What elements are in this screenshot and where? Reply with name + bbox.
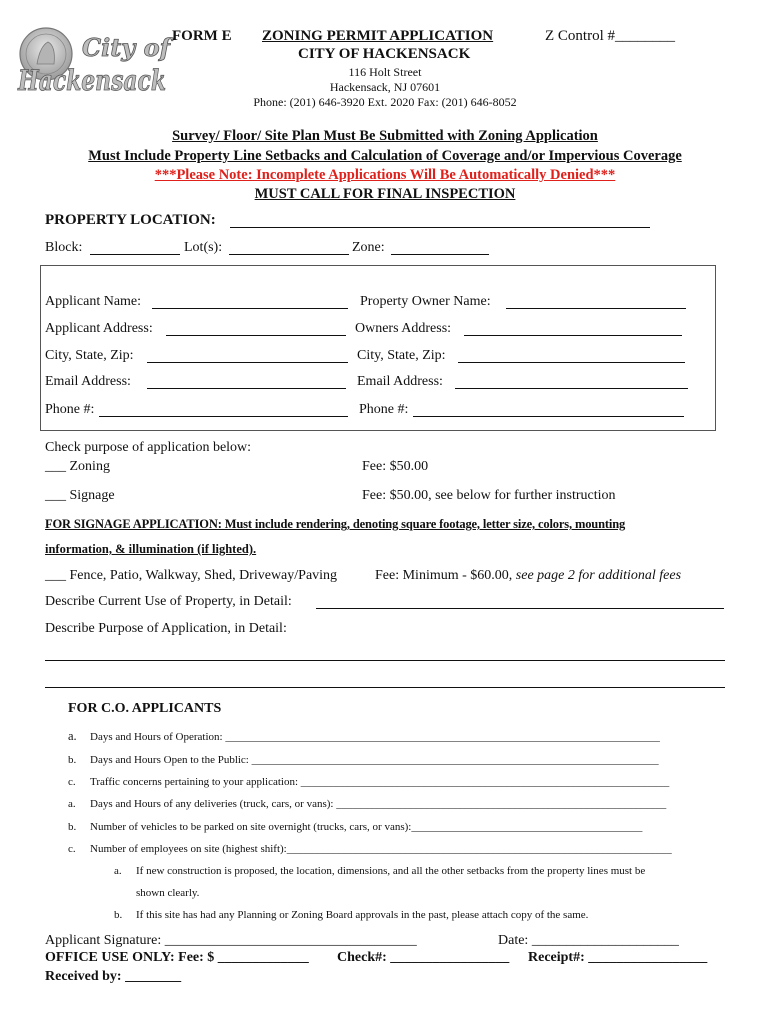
fence-fee-amount: Fee: Minimum - $60.00, (375, 568, 513, 583)
co-sub-a-marker: a. (114, 865, 122, 877)
property-location-field[interactable] (230, 213, 650, 228)
city-of-hackensack-logo (10, 20, 170, 102)
co-item-b2-marker: b. (68, 821, 77, 833)
fence-fee (375, 568, 681, 584)
survey-notice: Survey/ Floor/ Site Plan Must Be Submitted with Zoning Application (172, 128, 598, 144)
applicant-address-field[interactable] (166, 321, 346, 336)
lots-field[interactable] (229, 240, 349, 255)
applicant-name-label: Applicant Name: (45, 294, 142, 309)
owner-email-field[interactable] (455, 374, 688, 389)
signature-date[interactable]: Date: _____________________ (498, 933, 679, 948)
applicant-email-field[interactable] (147, 374, 346, 389)
owner-name-label: Property Owner Name: (360, 294, 491, 309)
co-overnight-vehicles[interactable]: Number of vehicles to be parked on site overnight (trucks, cars, or vans):__________________________________________ (90, 821, 643, 833)
applicant-phone-label: Phone #: (45, 402, 95, 417)
fence-fee-note: see page 2 for additional fees (515, 568, 682, 583)
block-label: Block: (45, 240, 83, 255)
zoning-fee: Fee: $50.00 (362, 459, 429, 474)
street-address: 116 Holt Street (348, 65, 422, 79)
owner-name-field[interactable] (506, 294, 686, 309)
logo-line1-text: City of (82, 33, 170, 62)
applicant-phone-field[interactable] (99, 402, 348, 417)
signage-requirements-line1: FOR SIGNAGE APPLICATION: Must include rendering, denoting square footage, letter size, colors, mounting (45, 517, 626, 531)
purpose-detail-label: Describe Purpose of Application, in Detail: (45, 621, 287, 636)
co-traffic-concerns[interactable]: Traffic concerns pertaining to your application: ___________________________________________________________________ (90, 776, 670, 788)
applicant-email-label: Email Address: (45, 374, 131, 389)
signage-checkbox[interactable]: ___ Signage (45, 488, 115, 503)
applicant-name-field[interactable] (152, 294, 348, 309)
owner-email-label: Email Address: (357, 374, 443, 389)
zoning-checkbox[interactable]: ___ Zoning (45, 459, 110, 474)
setbacks-notice: Must Include Property Line Setbacks and Calculation of Coverage and/or Impervious Coverage (88, 148, 682, 164)
co-applicants-heading: FOR C.O. APPLICANTS (68, 701, 222, 716)
purpose-intro: Check purpose of application below: (45, 440, 252, 455)
co-item-a-marker: a. (68, 729, 77, 743)
applicant-city-field[interactable] (147, 348, 348, 363)
co-item-b-marker: b. (68, 754, 77, 766)
purpose-detail-line-1[interactable] (45, 660, 725, 661)
owner-city-field[interactable] (458, 348, 685, 363)
owner-address-label: Owners Address: (355, 321, 452, 336)
co-employee-count[interactable]: Number of employees on site (highest shift):______________________________________________________________________ (90, 843, 672, 855)
office-use-fee: OFFICE USE ONLY: Fee: $ _____________ (45, 950, 309, 965)
co-operation-hours[interactable]: Days and Hours of Operation: _______________________________________________________________________________ (90, 731, 660, 743)
owner-phone-label: Phone #: (359, 402, 409, 417)
applicant-address-label: Applicant Address: (45, 321, 153, 336)
applicant-signature[interactable]: Applicant Signature: ____________________________________ (45, 933, 417, 948)
co-item-c-marker: c. (68, 776, 76, 788)
city-state-zip: Hackensack, NJ 07601 (329, 80, 441, 94)
phone-fax: Phone: (201) 646-3920 Ext. 2020 Fax: (201) 646-8052 (253, 95, 517, 109)
co-delivery-hours[interactable]: Days and Hours of any deliveries (truck, cars, or vans): ____________________________________________________________ (90, 798, 667, 810)
current-use-label: Describe Current Use of Property, in Detail: (45, 594, 292, 609)
property-location-label: PROPERTY LOCATION: (45, 212, 216, 228)
final-inspection-notice: MUST CALL FOR FINAL INSPECTION (254, 186, 516, 202)
applicant-city-label: City, State, Zip: (45, 348, 134, 363)
co-sub-b-marker: b. (114, 909, 123, 921)
zone-field[interactable] (391, 240, 489, 255)
incomplete-warning: ***Please Note: Incomplete Applications Will Be Automatically Denied*** (154, 167, 616, 183)
owner-address-field[interactable] (464, 321, 682, 336)
city-name: CITY OF HACKENSACK (298, 46, 471, 62)
signage-fee: Fee: $50.00, see below for further instruction (362, 488, 616, 503)
form-title: ZONING PERMIT APPLICATION (262, 28, 494, 44)
signage-requirements-line2: information, & illumination (if lighted). (45, 542, 257, 556)
co-item-c2-marker: c. (68, 843, 76, 855)
z-control-number: Z Control #________ (545, 28, 675, 44)
zone-label: Zone: (352, 240, 385, 255)
co-item-a2-marker: a. (68, 798, 76, 810)
co-board-approvals: If this site has had any Planning or Zoning Board approvals in the past, please attach copy of the same. (136, 909, 589, 921)
form-label: FORM E (172, 28, 232, 44)
purpose-detail-line-2[interactable] (45, 687, 725, 688)
owner-city-label: City, State, Zip: (357, 348, 446, 363)
office-use-received-by: Received by: ________ (45, 969, 182, 984)
co-new-construction-line1: If new construction is proposed, the location, dimensions, and all the other setbacks from the property lines must be (136, 865, 646, 877)
co-public-hours[interactable]: Days and Hours Open to the Public: __________________________________________________________________________ (90, 754, 659, 766)
block-field[interactable] (90, 240, 180, 255)
office-use-receipt: Receipt#: _________________ (528, 950, 708, 965)
lots-label: Lot(s): (184, 240, 223, 255)
fence-checkbox[interactable]: ___ Fence, Patio, Walkway, Shed, Driveway/Paving (45, 568, 338, 583)
owner-phone-field[interactable] (413, 402, 684, 417)
co-new-construction-line2: shown clearly. (136, 887, 200, 899)
logo-line2-text: Hackensack (17, 64, 167, 97)
office-use-check: Check#: _________________ (337, 950, 510, 965)
current-use-field[interactable] (316, 594, 724, 609)
